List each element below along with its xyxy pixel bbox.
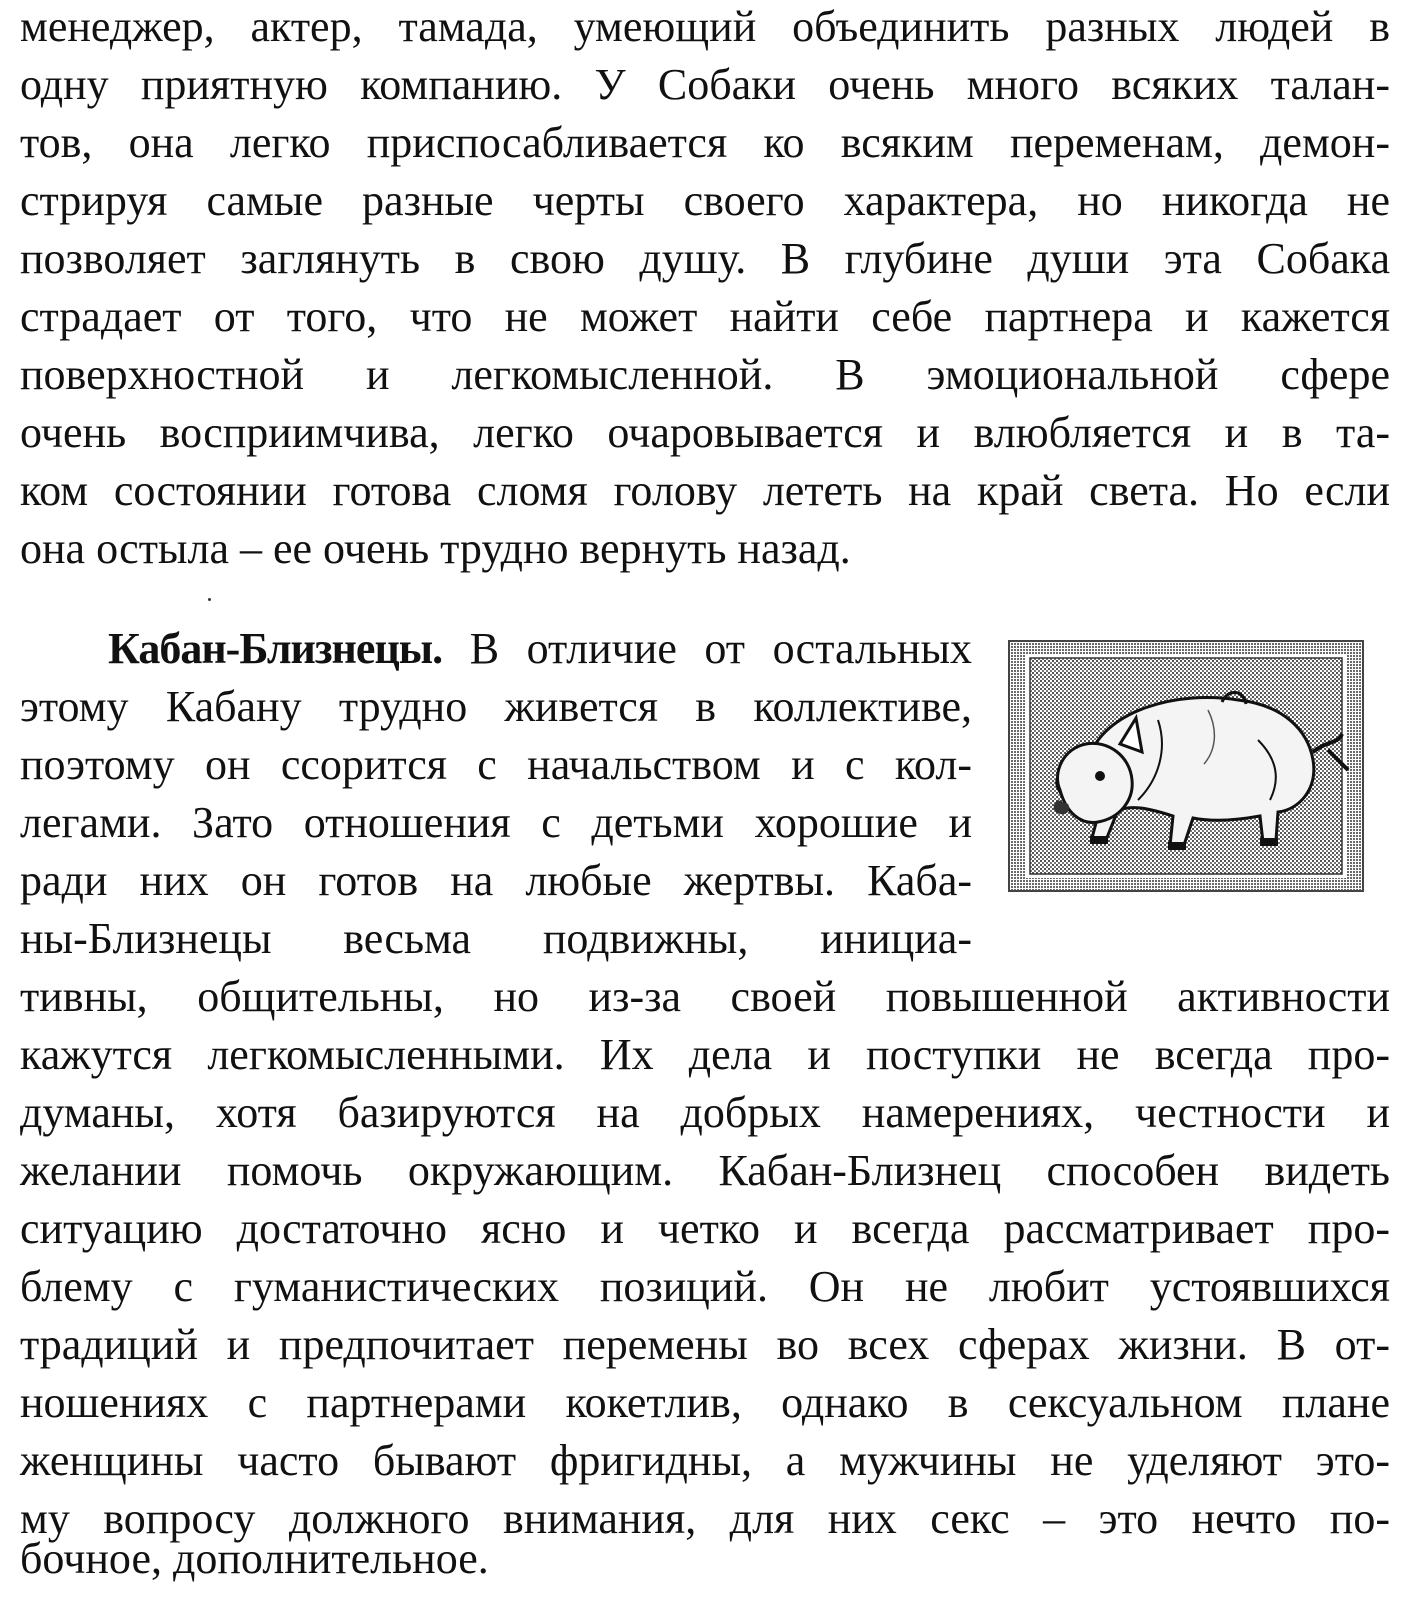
- text-line: одну приятную компанию. У Собаки очень много всяких талан-: [20, 60, 1390, 109]
- text-line: поверхностной и легкомысленной. В эмоциональной сфере: [20, 350, 1390, 399]
- text-line: она остыла – ее очень трудно вернуть назад.: [20, 524, 851, 573]
- text-line: бочное, дополнительное.: [20, 1534, 489, 1583]
- text-line: поэтому он ссорится с начальством и с кол-: [20, 740, 972, 789]
- text-line: тивны, общительны, но из-за своей повышенной активности: [20, 972, 1390, 1021]
- text-line: женщины часто бывают фригидны, а мужчины не уделяют это-: [20, 1436, 1390, 1485]
- text-line: ком состоянии готова сломя голову лететь на край света. Но если: [20, 466, 1390, 515]
- paragraph-first-line: [20, 620, 972, 678]
- text-line: стрируя самые разные черты своего характера, но никогда не: [20, 176, 1390, 225]
- text-line: ны-Близнецы весьма подвижны, инициа-: [20, 914, 972, 963]
- text-line: ношениях с партнерами кокетлив, однако в сексуальном плане: [20, 1378, 1390, 1427]
- text-line: му вопросу должного внимания, для них секс – это нечто по-: [20, 1494, 1390, 1543]
- text-line: этому Кабану трудно живется в коллективе,: [20, 682, 972, 731]
- text-line: думаны, хотя базируются на добрых намерениях, честности и: [20, 1088, 1390, 1137]
- text-line: желании помочь окружающим. Кабан-Близнец способен видеть: [20, 1146, 1390, 1195]
- text-line: ради них он готов на любые жертвы. Каба-: [20, 856, 972, 905]
- text-line: легами. Зато отношения с детьми хорошие и: [20, 798, 972, 847]
- text-line: кажутся легкомысленными. Их дела и поступки не всегда про-: [20, 1030, 1390, 1079]
- scan-speck: [208, 598, 211, 601]
- text-line: тов, она легко приспосабливается ко всяким переменам, демон-: [20, 118, 1390, 167]
- boar-illustration: [1008, 640, 1364, 892]
- section-heading: Кабан-Близнецы.: [108, 624, 443, 673]
- boar-icon: [1008, 640, 1364, 892]
- text-line: позволяет заглянуть в свою душу. В глубине души эта Собака: [20, 234, 1390, 283]
- text-fragment: В отличие от остальных: [469, 624, 973, 673]
- text-line: блему с гуманистических позиций. Он не любит устоявшихся: [20, 1262, 1390, 1311]
- text-line: традиций и предпочитает перемены во всех сферах жизни. В от-: [20, 1320, 1390, 1369]
- text-line: ситуацию достаточно ясно и четко и всегда рассматривает про-: [20, 1204, 1390, 1253]
- text-line: очень восприимчива, легко очаровывается и влюбляется и в та-: [20, 408, 1390, 457]
- text-line: страдает от того, что не может найти себе партнера и кажется: [20, 292, 1390, 341]
- text-line: менеджер, актер, тамада, умеющий объединить разных людей в: [20, 2, 1390, 51]
